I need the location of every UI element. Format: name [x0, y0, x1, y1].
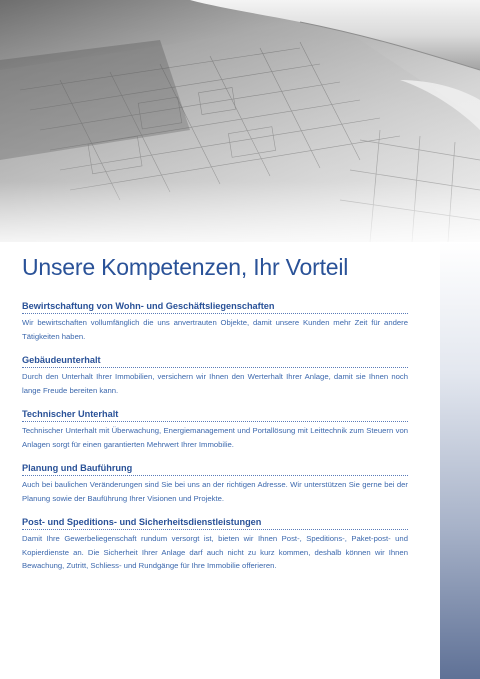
section-text: Damit Ihre Gewerbeliegenschaft rundum versorgt ist, bieten wir Ihnen Post-, Speditions-, Paket-post- und Kopierdienste an. Die Sicherheit Ihrer Anlage darf auch nicht zu kurz kommen, deshalb können wir Ihnen Bewachung, Zutritt, Schliess- und Rundgänge für Ihre Immobilie offerieren. [22, 534, 408, 570]
section-heading: Post- und Speditions- und Sicherheitsdienstleistungen [22, 516, 408, 530]
section-planung-baufuehrung [22, 462, 408, 505]
hero-blueprint-image [0, 0, 480, 242]
blueprint-illustration [0, 0, 480, 242]
section-heading: Technischer Unterhalt [22, 408, 408, 422]
section-heading: Planung und Bauführung [22, 462, 408, 476]
section-text: Wir bewirtschaften vollumfänglich die uns anvertrauten Objekte, damit unsere Kunden mehr Zeit für andere Tätigkeiten haben. [22, 318, 408, 341]
competence-list [22, 300, 408, 573]
section-text: Technischer Unterhalt mit Überwachung, Energiemanagement und Portallösung mit Leittechnik zum Steuern von Anlagen sorgt für einen garantierten Mehrwert Ihrer Immobilie. [22, 426, 408, 449]
section-text: Auch bei baulichen Veränderungen sind Sie bei uns an der richtigen Adresse. Wir unterstützen Sie gerne bei der Planung sowie der Bauführung Ihrer Visionen und Projekte. [22, 480, 408, 503]
section-bewirtschaftung [22, 300, 408, 343]
section-heading: Gebäudeunterhalt [22, 354, 408, 368]
section-post-speditions-sicherheit [22, 516, 408, 573]
section-text: Durch den Unterhalt Ihrer Immobilien, versichern wir Ihnen den Werterhalt Ihrer Anlage, damit sie Ihnen noch lange Freude bereiten kann. [22, 372, 408, 395]
decorative-side-band [440, 242, 480, 679]
page-title: Unsere Kompetenzen, Ihr Vorteil [22, 254, 349, 280]
main-content [22, 252, 408, 584]
section-heading: Bewirtschaftung von Wohn- und Geschäftsliegenschaften [22, 300, 408, 314]
section-technischer-unterhalt [22, 408, 408, 451]
section-gebaeudeunterhalt [22, 354, 408, 397]
